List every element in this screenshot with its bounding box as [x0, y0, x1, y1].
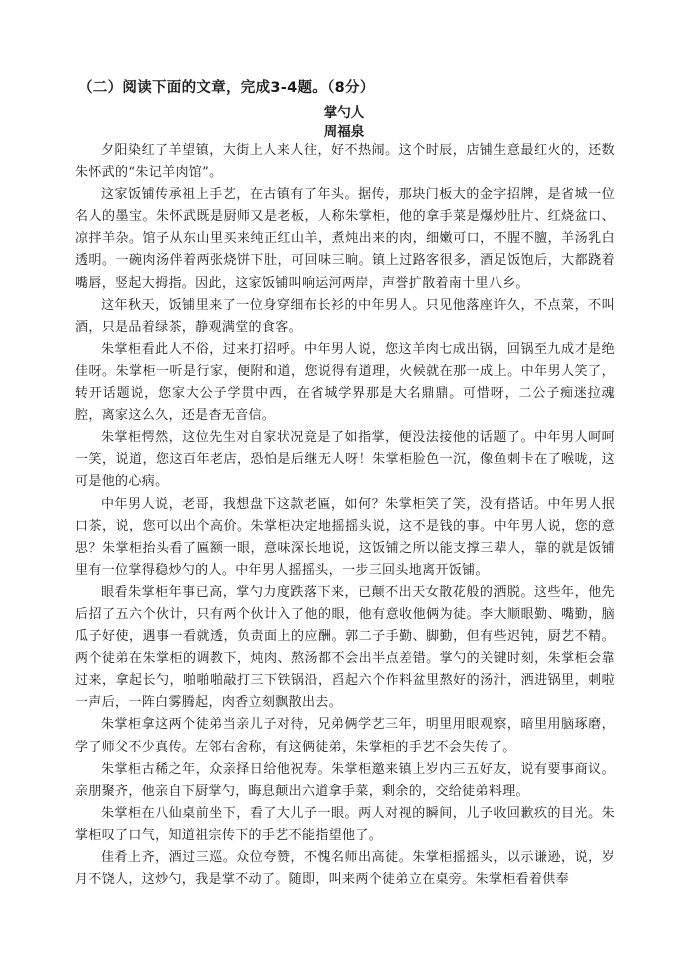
- paragraph: 这年秋天，饭铺里来了一位身穿细布长衫的中年男人。只见他落座许久，不点菜，不叫酒，只是品着绿茶，静观满堂的食客。: [75, 297, 615, 335]
- article-title: 掌勺人: [323, 105, 365, 121]
- article-body: [75, 140, 615, 891]
- paragraph: 朱掌柜看此人不俗，过来打招呼。中年男人说，您这羊肉七成出锅，回锅至九成才是绝佳呀。朱掌柜一听是行家，便附和道，您说得有道理，火候就在那一成上。中年男人笑了，转开话题说，您家大公子学贯中西，在省城学界那是大名鼎鼎。可惜呀，二公子痴迷拉魂腔，离家这么久，还是杳无音信。: [75, 341, 615, 424]
- section-heading: （二）阅读下面的文章，完成3-4题。（8分）: [78, 80, 375, 96]
- paragraph: 朱掌柜古稀之年，众亲择日给他祝寿。朱掌柜邀来镇上岁内三五好友，说有要事商议。亲朋聚齐，他亲自下厨掌勺，晦息颠出六道拿手菜，剩余的，交给徒弟料理。: [75, 761, 615, 799]
- paragraph: 眼看朱掌柜年事已高，掌勺力度跌落下来，已颠不出天女散花般的洒脱。这些年，他先后招了五六个伙计，只有两个伙计入了他的眼，他有意收他俩为徒。李大顺眼勤、嘴勤，脑瓜子好使，遇事一看就透，负责面上的应酬。郭二子手勤、脚勤，但有些迟钝，厨艺不精。两个徒弟在朱掌柜的调教下，炖肉、熬汤都不会出半点差错。掌勺的关键时刻，朱掌柜会靠过来，拿起长勺，啪啪啪敲打三下铁锅沿，舀起六个作料盆里熬好的汤汁，洒进锅里，刺啦一声后，一阵白雾腾起，肉香立刻飘散出去。: [75, 584, 615, 711]
- paragraph: 朱掌柜拿这两个徒弟当亲儿子对待，兄弟俩学艺三年，明里用眼观察，暗里用脑琢磨，学了师父不少真传。左邻右舍称，有这俩徒弟，朱掌柜的手艺不会失传了。: [75, 717, 615, 755]
- paragraph: 佳肴上齐，酒过三巡。众位夸赞，不愧名师出高徒。朱掌柜摇摇头，以示谦逊，说，岁月不饶人，这炒勺，我是掌不动了。随即，叫来两个徒弟立在桌旁。朱掌柜看着供奉: [75, 850, 615, 888]
- paragraph: 朱掌柜在八仙桌前坐下，看了大儿子一眼。两人对视的瞬间，儿子收回歉疚的目光。朱掌柜叹了口气，知道祖宗传下的手艺不能指望他了。: [75, 805, 615, 843]
- paragraph: 夕阳染红了羊望镇，大街上人来人往，好不热闹。这个时辰，店铺生意最红火的，还数朱怀武的“朱记羊肉馆”。: [75, 143, 615, 181]
- paragraph: 中年男人说，老哥，我想盘下这款老匾，如何？朱掌柜笑了笑，没有搭话。中年男人抿口茶，说，您可以出个高价。朱掌柜决定地摇摇头说，这不是钱的事。中年男人说，您的意思？朱掌柜抬头看了匾额一眼，意味深长地说，这饭铺之所以能支撑三辈人，靠的就是饭铺里有一位掌得稳炒勺的人。中年男人摇摇头，一步三回头地离开饭铺。: [75, 496, 615, 578]
- paragraph: 这家饭铺传承祖上手艺，在古镇有了年头。据传，那块门板大的金字招牌，是省城一位名人的墨宝。朱怀武既是厨师又是老板，人称朱掌柜，他的拿手菜是爆炒肚片、红烧盆口、凉拌羊杂。馆子从东山里买来纯正红山羊，煮炖出来的肉，细嫩可口，不腥不膻，羊汤乳白透明。一碗肉汤伴着两张烧饼下肚，可回味三晌。镇上过路客很多，酒足饭饱后，大都跷着嘴唇，竖起大拇指。因此，这家饭铺叫响运河两岸，声誉扩散着南十里八乡。: [75, 187, 615, 291]
- article-author: 周福泉: [323, 124, 365, 140]
- paragraph: 朱掌柜愕然，这位先生对自家状况竟是了如指掌，便没法接他的话题了。中年男人呵呵一笑，说道，您这百年老店，恐怕是后继无人呀！朱掌柜脸色一沉，像鱼刺卡在了喉咙，这可是他的心病。: [75, 430, 615, 490]
